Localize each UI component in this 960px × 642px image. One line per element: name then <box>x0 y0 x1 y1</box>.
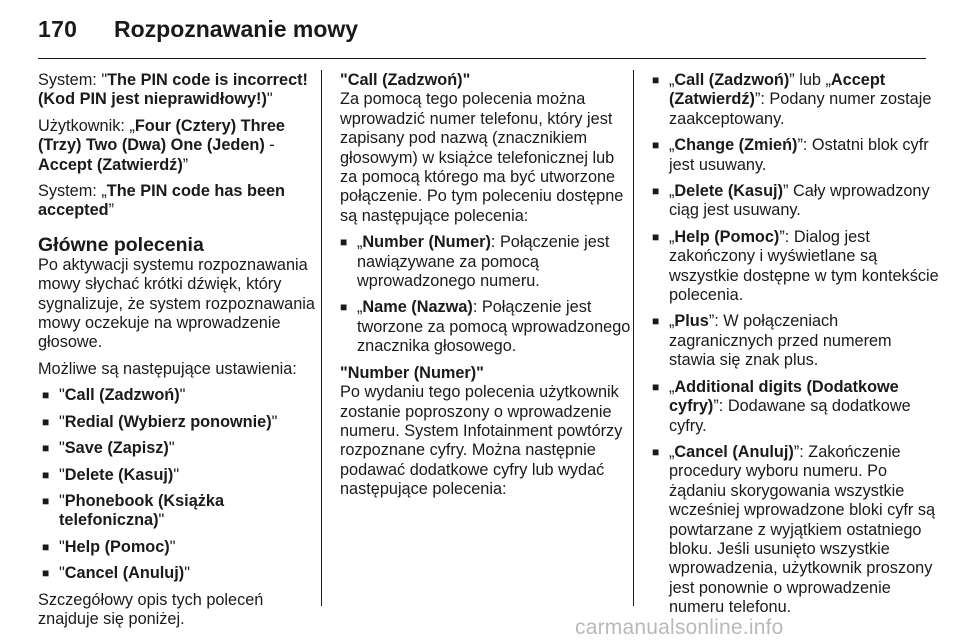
list-item: ■ "Delete (Kasuj)" <box>42 466 323 485</box>
column-3 <box>652 71 942 625</box>
list-item: ■ "Save (Zapisz)" <box>42 439 323 458</box>
intro-paragraph: Po aktywacji systemu rozpoznawania mowy słychać krótki dźwięk, który sygnalizuje, że system rozpoznawania mowy oczekuje na wprowadzenie głosowe. <box>38 255 315 352</box>
list-item: ■ „Additional digits (Dodatkowe cyfry)”: Dodawane są dodatkowe cyfry. <box>652 378 942 436</box>
subsection-title-call: "Call (Zadzwoń)" <box>340 71 471 89</box>
subsection-title-number: "Number (Numer)" <box>340 363 484 382</box>
outro-paragraph: Szczegółowy opis tych poleceń znajduje się poniżej. <box>38 590 264 628</box>
header-rule <box>38 58 926 59</box>
list-item: ■ "Help (Pomoc)" <box>42 538 323 557</box>
list-item: ■ „Call (Zadzwoń)” lub „Accept (Zatwierdź)”: Podany numer zostaje zaakceptowany. <box>652 71 942 129</box>
page-title: Rozpoznawanie mowy <box>114 16 359 42</box>
options-intro: Możliwe są następujące ustawienia: <box>38 359 297 378</box>
footer-watermark: carmanualsonline.info <box>575 616 784 639</box>
list-item: ■ „Help (Pomoc)”: Dialog jest zakończony i wyświetlane są wszystkie dostępne w tym kontekście polecenia. <box>652 228 942 306</box>
list-item: ■ "Phonebook (Książka telefoniczna)" <box>42 492 323 531</box>
dialog-line-system-1: System: "The PIN code is incorrect! (Kod PIN jest nieprawidłowy!)" <box>38 71 308 109</box>
list-item: ■ „Number (Numer): Połączenie jest nawiązywane za pomocą wprowadzonego numeru. <box>340 233 632 291</box>
options-list <box>38 386 323 583</box>
section-heading: Główne polecenia <box>38 233 204 256</box>
number-description: Po wydaniu tego polecenia użytkownik zostanie poproszony o wprowadzenie numeru. System Infotainment powtórzy rozpoznane cyfry. Można następnie podawać dodatkowe cyfry lub wydać następujące polecenia: <box>340 383 623 499</box>
column-1 <box>38 71 323 636</box>
dialog-line-system-2: System: „The PIN code has been accepted” <box>38 182 286 220</box>
list-item: ■ "Cancel (Anuluj)" <box>42 564 323 583</box>
list-item: ■ „Cancel (Anuluj)”: Zakończenie procedury wyboru numeru. Po żądaniu skorygowania wszystkie wcześniej wprowadzone bloki cyfr są powtarzane z wyjątkiem ostatniego bloku. Jeśli usunięto wszystkie wprowadzenia, użytkownik proszony jest ponownie o wprowadzenie numeru telefonu. <box>652 443 942 618</box>
column-2 <box>340 71 632 507</box>
dialog-line-user: Użytkownik: „Four (Cztery) Three (Trzy) Two (Dwa) One (Jeden) - Accept (Zatwierdź)” <box>38 116 285 174</box>
list-item: ■ "Call (Zadzwoń)" <box>42 386 323 405</box>
list-item: ■ „Plus”: W połączeniach zagranicznych przed numerem stawia się znak plus. <box>652 312 942 370</box>
list-item: ■ „Name (Nazwa): Połączenie jest tworzone za pomocą wprowadzonego znacznika głosowego. <box>340 298 632 356</box>
page-header <box>0 0 960 60</box>
column-divider-2 <box>633 70 634 606</box>
call-commands-list <box>340 233 632 356</box>
list-item: ■ „Change (Zmień)”: Ostatni blok cyfr jest usuwany. <box>652 136 942 175</box>
list-item: ■ „Delete (Kasuj)” Cały wprowadzony ciąg jest usuwany. <box>652 182 942 221</box>
list-item: ■ "Redial (Wybierz ponownie)" <box>42 413 323 432</box>
call-description: Za pomocą tego polecenia można wprowadzić numer telefonu, który jest zapisany pod nazwą (znacznikiem głosowym) w książce telefonicznej lub za pomocą którego ma być utworzone połączenie. Po tym poleceniu dostępne są następujące polecenia: <box>340 90 624 225</box>
number-commands-list <box>652 71 942 618</box>
page-number: 170 <box>38 16 78 42</box>
